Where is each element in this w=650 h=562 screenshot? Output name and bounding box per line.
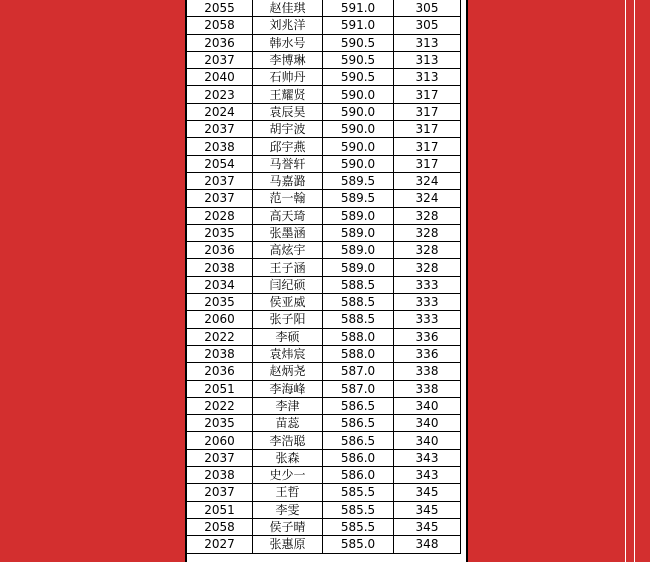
rank-cell: 328 (394, 224, 461, 241)
class-cell: 2051 (187, 501, 253, 518)
name-cell: 侯亚威 (253, 294, 323, 311)
score-cell: 585.5 (323, 484, 394, 501)
class-cell: 2038 (187, 138, 253, 155)
name-cell: 李海峰 (253, 380, 323, 397)
name-cell: 王哲 (253, 484, 323, 501)
class-cell: 2038 (187, 345, 253, 362)
right-background (468, 0, 650, 562)
left-background (0, 0, 185, 562)
name-cell: 赵佳琪 (253, 0, 323, 17)
table-row (187, 363, 461, 380)
name-cell: 张森 (253, 449, 323, 466)
class-cell: 2028 (187, 207, 253, 224)
score-cell: 590.0 (323, 138, 394, 155)
table-row (187, 397, 461, 414)
rank-cell: 348 (394, 536, 461, 553)
score-cell: 589.0 (323, 207, 394, 224)
score-table (187, 0, 461, 554)
score-cell: 588.5 (323, 294, 394, 311)
name-cell: 李博琳 (253, 51, 323, 68)
score-cell: 590.0 (323, 103, 394, 120)
score-cell: 590.0 (323, 155, 394, 172)
name-cell: 赵炳尧 (253, 363, 323, 380)
rank-cell: 345 (394, 501, 461, 518)
decorative-vertical-line (634, 0, 635, 562)
rank-cell: 333 (394, 311, 461, 328)
table-row (187, 432, 461, 449)
table-row (187, 501, 461, 518)
rank-cell: 328 (394, 207, 461, 224)
name-cell: 李浩聪 (253, 432, 323, 449)
class-cell: 2034 (187, 276, 253, 293)
class-cell: 2022 (187, 397, 253, 414)
name-cell: 史少一 (253, 467, 323, 484)
table-row (187, 380, 461, 397)
table-row (187, 17, 461, 34)
score-cell: 586.5 (323, 415, 394, 432)
name-cell: 张墨涵 (253, 224, 323, 241)
table-row (187, 51, 461, 68)
table-row (187, 138, 461, 155)
name-cell: 马誉轩 (253, 155, 323, 172)
name-cell: 范一翰 (253, 190, 323, 207)
table-row (187, 328, 461, 345)
class-cell: 2054 (187, 155, 253, 172)
name-cell: 张子阳 (253, 311, 323, 328)
name-cell: 邱宇燕 (253, 138, 323, 155)
name-cell: 袁炜宸 (253, 345, 323, 362)
score-cell: 590.0 (323, 121, 394, 138)
table-row (187, 155, 461, 172)
rank-cell: 317 (394, 138, 461, 155)
score-cell: 585.5 (323, 518, 394, 535)
table-row (187, 415, 461, 432)
rank-cell: 336 (394, 345, 461, 362)
class-cell: 2036 (187, 242, 253, 259)
name-cell: 李雯 (253, 501, 323, 518)
class-cell: 2058 (187, 518, 253, 535)
class-cell: 2040 (187, 69, 253, 86)
score-cell: 586.0 (323, 467, 394, 484)
rank-cell: 343 (394, 467, 461, 484)
score-cell: 587.0 (323, 380, 394, 397)
rank-cell: 340 (394, 415, 461, 432)
table-row (187, 345, 461, 362)
name-cell: 胡宇波 (253, 121, 323, 138)
name-cell: 苗蕊 (253, 415, 323, 432)
name-cell: 张惠原 (253, 536, 323, 553)
table-row (187, 207, 461, 224)
rank-cell: 343 (394, 449, 461, 466)
table-row (187, 449, 461, 466)
table-row (187, 172, 461, 189)
rank-cell: 328 (394, 242, 461, 259)
class-cell: 2023 (187, 86, 253, 103)
score-cell: 588.0 (323, 345, 394, 362)
rank-cell: 313 (394, 51, 461, 68)
decorative-vertical-line (625, 0, 626, 562)
class-cell: 2036 (187, 363, 253, 380)
table-row (187, 536, 461, 553)
name-cell: 侯子晴 (253, 518, 323, 535)
score-cell: 587.0 (323, 363, 394, 380)
table-row (187, 224, 461, 241)
table-row (187, 0, 461, 17)
rank-cell: 317 (394, 86, 461, 103)
rank-cell: 324 (394, 172, 461, 189)
score-cell: 589.5 (323, 172, 394, 189)
rank-cell: 317 (394, 103, 461, 120)
score-cell: 588.5 (323, 311, 394, 328)
score-cell: 590.5 (323, 51, 394, 68)
name-cell: 马嘉潞 (253, 172, 323, 189)
rank-cell: 340 (394, 397, 461, 414)
class-cell: 2051 (187, 380, 253, 397)
rank-cell: 313 (394, 34, 461, 51)
score-cell: 586.0 (323, 449, 394, 466)
class-cell: 2037 (187, 51, 253, 68)
score-cell: 591.0 (323, 0, 394, 17)
table-row (187, 34, 461, 51)
class-cell: 2060 (187, 311, 253, 328)
table-row (187, 311, 461, 328)
class-cell: 2035 (187, 224, 253, 241)
class-cell: 2058 (187, 17, 253, 34)
name-cell: 王子涵 (253, 259, 323, 276)
score-cell: 590.5 (323, 34, 394, 51)
rank-cell: 324 (394, 190, 461, 207)
name-cell: 高炫宇 (253, 242, 323, 259)
table-row (187, 242, 461, 259)
rank-cell: 338 (394, 363, 461, 380)
class-cell: 2035 (187, 294, 253, 311)
rank-cell: 317 (394, 155, 461, 172)
class-cell: 2037 (187, 172, 253, 189)
rank-cell: 305 (394, 17, 461, 34)
score-cell: 585.0 (323, 536, 394, 553)
class-cell: 2024 (187, 103, 253, 120)
class-cell: 2022 (187, 328, 253, 345)
class-cell: 2055 (187, 0, 253, 17)
table-row (187, 294, 461, 311)
table-row (187, 276, 461, 293)
score-table-body (187, 0, 461, 553)
rank-cell: 317 (394, 121, 461, 138)
table-row (187, 121, 461, 138)
score-cell: 588.0 (323, 328, 394, 345)
score-cell: 589.0 (323, 259, 394, 276)
rank-cell: 328 (394, 259, 461, 276)
class-cell: 2060 (187, 432, 253, 449)
name-cell: 韩水号 (253, 34, 323, 51)
name-cell: 石帅丹 (253, 69, 323, 86)
class-cell: 2037 (187, 190, 253, 207)
table-row (187, 103, 461, 120)
score-cell: 589.0 (323, 224, 394, 241)
name-cell: 王耀贤 (253, 86, 323, 103)
table-row (187, 467, 461, 484)
rank-cell: 333 (394, 294, 461, 311)
table-row (187, 484, 461, 501)
rank-cell: 336 (394, 328, 461, 345)
class-cell: 2037 (187, 121, 253, 138)
score-table-sheet (185, 0, 468, 562)
score-cell: 588.5 (323, 276, 394, 293)
rank-cell: 338 (394, 380, 461, 397)
rank-cell: 345 (394, 484, 461, 501)
name-cell: 刘兆洋 (253, 17, 323, 34)
class-cell: 2036 (187, 34, 253, 51)
table-row (187, 259, 461, 276)
class-cell: 2027 (187, 536, 253, 553)
class-cell: 2035 (187, 415, 253, 432)
class-cell: 2038 (187, 259, 253, 276)
table-row (187, 190, 461, 207)
score-cell: 586.5 (323, 397, 394, 414)
class-cell: 2037 (187, 484, 253, 501)
rank-cell: 313 (394, 69, 461, 86)
table-row (187, 86, 461, 103)
rank-cell: 340 (394, 432, 461, 449)
class-cell: 2037 (187, 449, 253, 466)
name-cell: 李津 (253, 397, 323, 414)
rank-cell: 333 (394, 276, 461, 293)
score-cell: 591.0 (323, 17, 394, 34)
name-cell: 高天琦 (253, 207, 323, 224)
table-row (187, 518, 461, 535)
name-cell: 袁辰昊 (253, 103, 323, 120)
score-cell: 589.5 (323, 190, 394, 207)
score-cell: 590.0 (323, 86, 394, 103)
name-cell: 闫纪硕 (253, 276, 323, 293)
name-cell: 李硕 (253, 328, 323, 345)
class-cell: 2038 (187, 467, 253, 484)
rank-cell: 305 (394, 0, 461, 17)
score-cell: 589.0 (323, 242, 394, 259)
score-cell: 586.5 (323, 432, 394, 449)
score-cell: 590.5 (323, 69, 394, 86)
rank-cell: 345 (394, 518, 461, 535)
score-cell: 585.5 (323, 501, 394, 518)
table-row (187, 69, 461, 86)
